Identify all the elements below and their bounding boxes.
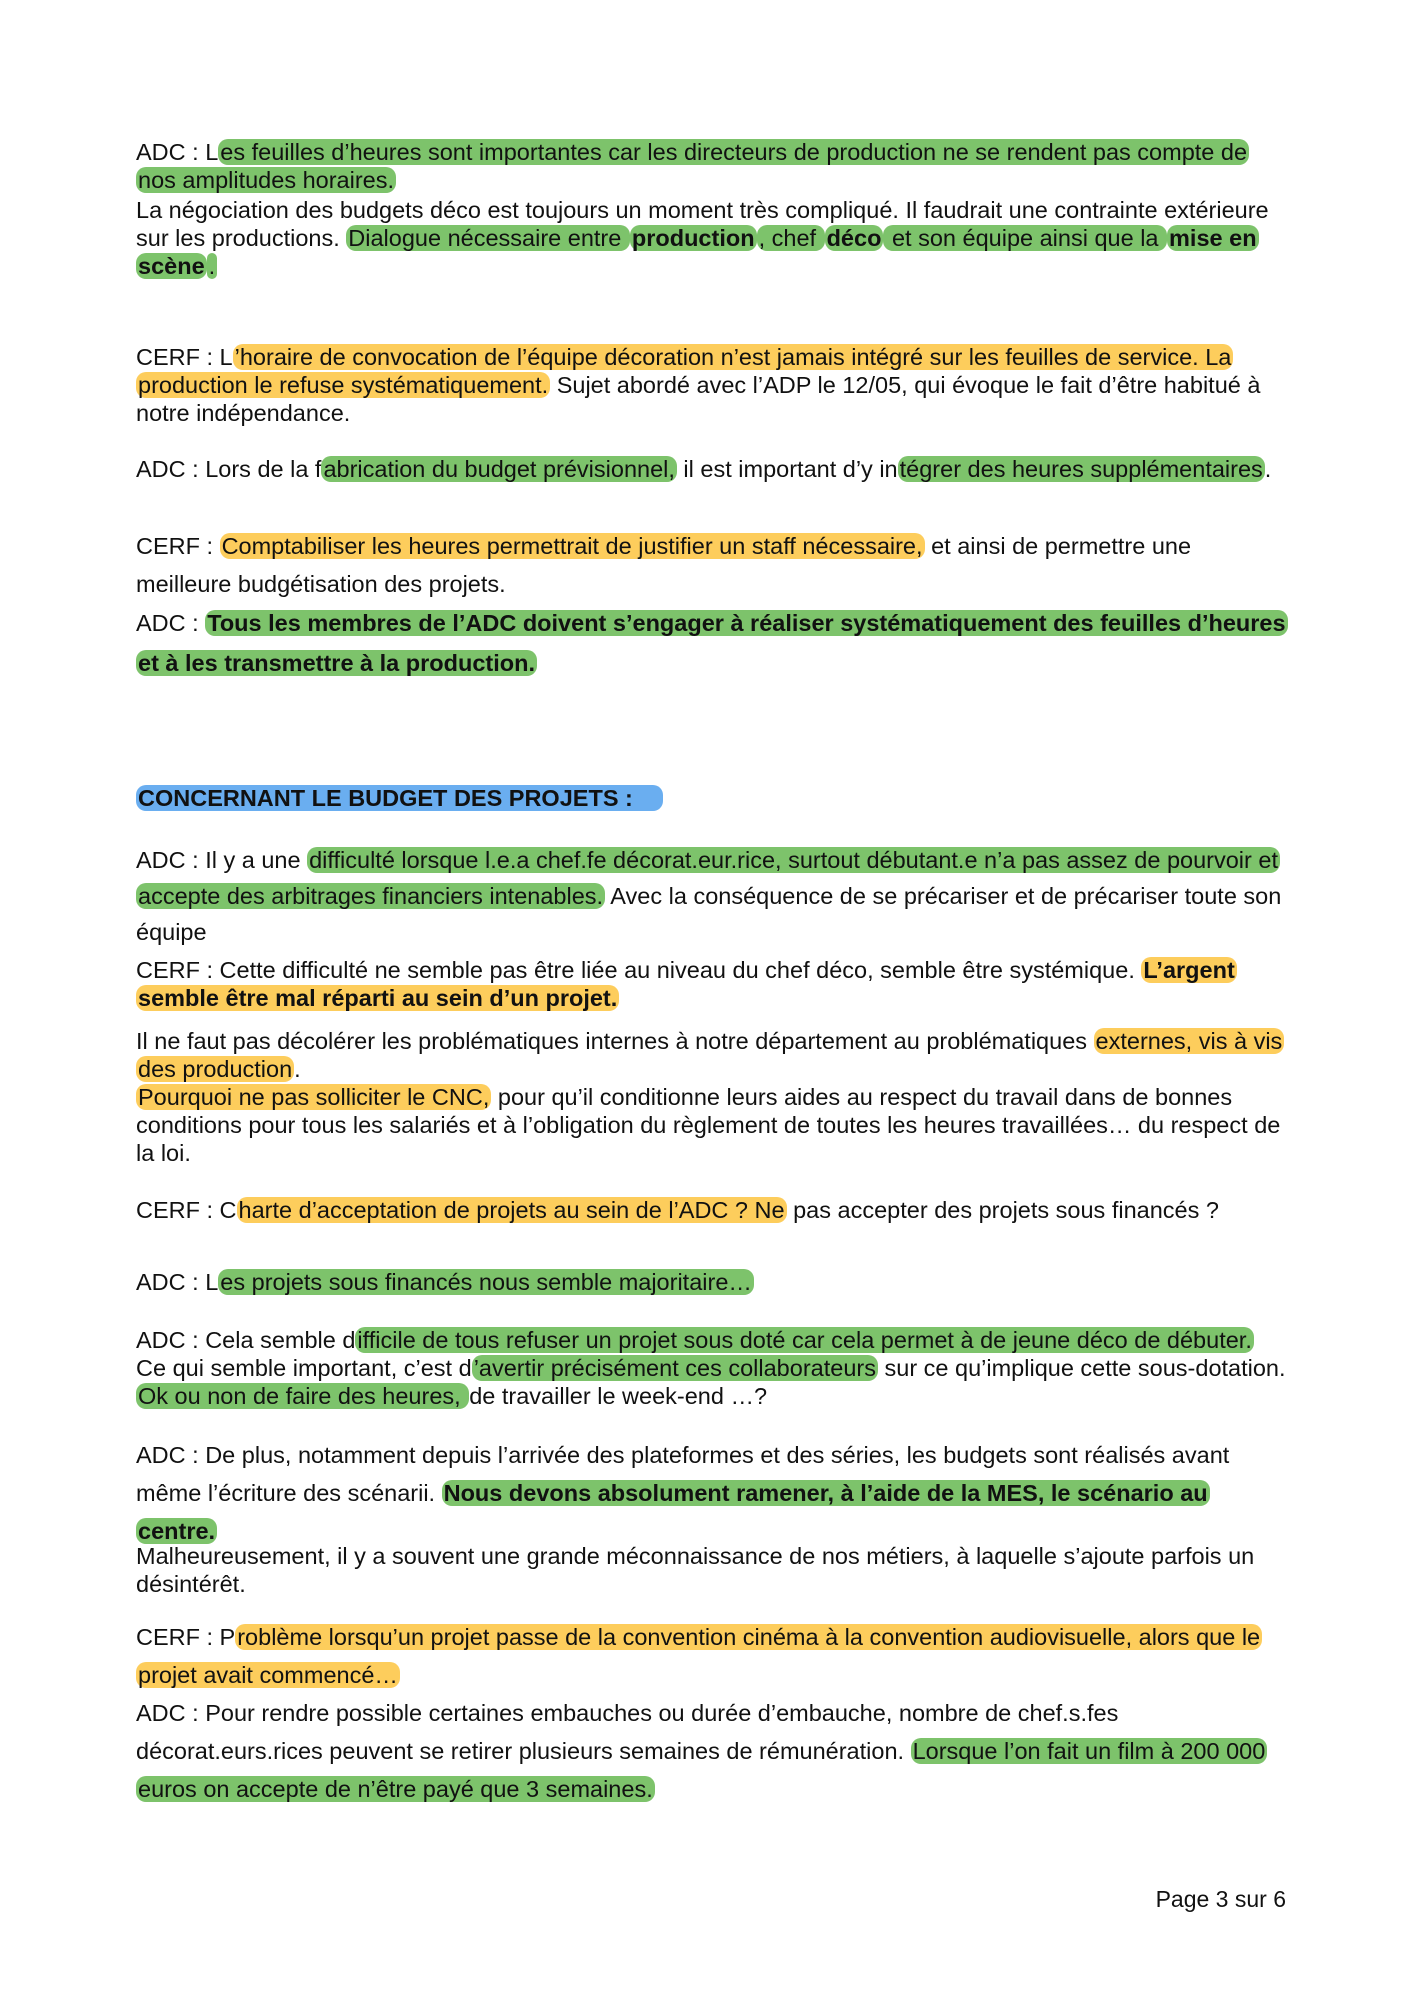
paragraph-cerf-systemic: [136, 956, 1286, 1012]
highlighted-text: Comptabiliser les heures permettrait de justifier un staff nécessaire,: [221, 533, 923, 559]
text-run: et ainsi de permettre une meilleure budgétisation des projets.: [136, 533, 1192, 597]
highlighted-text: difficulté lorsque l.e.a chef.fe décorat.eur.rice, surtout débutant.e n’a pas assez de pourvoir et accepte des arbitrages financiers intenables.: [138, 847, 1278, 909]
text-run: La négociation des budgets déco est toujours un moment très compliqué. Il faudrait une contrainte extérieure sur les productions.: [136, 197, 1269, 251]
paragraph-cnc: [136, 1083, 1286, 1167]
highlighted-text: harte d’acceptation de projets au sein de l’ADC ? Ne: [238, 1197, 785, 1223]
highlighted-text: Dialogue nécessaire entre: [348, 225, 628, 251]
highlighted-text: externes, vis à vis des production: [138, 1028, 1283, 1082]
highlighted-text: [630, 225, 757, 251]
text-run: CERF : L: [136, 344, 233, 370]
highlighted-text: ’avertir précisément ces collaborateurs: [473, 1355, 876, 1381]
page-number: Page 3 sur 6: [1155, 1886, 1286, 1912]
text-run: il est important d’y in: [676, 456, 898, 482]
paragraph-adc-platforms: [136, 1436, 1286, 1550]
paragraph-cerf-count-hours: [136, 527, 1286, 603]
text-run: ADC : Cela semble d: [136, 1327, 356, 1353]
highlighted-text: es projets sous financés nous semble majoritaire…: [220, 1269, 752, 1295]
highlighted-text: [136, 785, 663, 811]
bold-text: production: [631, 225, 755, 251]
bold-text: mise en scène: [138, 225, 1257, 279]
text-run: .: [1264, 456, 1272, 482]
paragraph-cerf-convention: [136, 1618, 1286, 1694]
text-run: .: [294, 1056, 301, 1082]
text-run: CERF : Cette difficulté ne semble pas être liée au niveau du chef déco, semble être systémique.: [136, 957, 1142, 983]
highlighted-text: [136, 610, 1288, 676]
highlighted-text: ’horaire de convocation de l’équipe décoration n’est jamais intégré sur les feuilles de service. La production le refuse systématiquement.: [138, 344, 1232, 398]
paragraph-adc-forecast-budget: [136, 450, 1286, 488]
paragraph-adc-difficulty: [136, 842, 1286, 950]
text-run: ADC :: [136, 610, 206, 636]
text-run: pas accepter des projets sous financés ?: [786, 1197, 1219, 1223]
text-run: CERF :: [136, 533, 220, 559]
text-run: ADC : L: [136, 139, 219, 165]
highlighted-text: roblème lorsqu’un projet passe de la convention cinéma à la convention audiovisuelle, alors que le projet avait commencé…: [138, 1624, 1261, 1688]
text-run: Il ne faut pas décolérer les problématiques internes à notre département au problématiques: [136, 1028, 1094, 1054]
text-run: de travailler le week-end …?: [469, 1383, 768, 1409]
text-run: pour qu’il conditionne leurs aides au respect du travail dans de bonnes conditions pour tous les salariés et à l’obligation du règlement de toutes les heures travaillées… du respect de la loi.: [136, 1084, 1281, 1166]
bold-text: L’argent semble être mal réparti au sein d’un projet.: [138, 957, 1235, 1011]
highlighted-text: Ok ou non de faire des heures,: [138, 1383, 468, 1409]
highlighted-text: .: [208, 253, 216, 279]
paragraph-budget-negotiation: [136, 196, 1286, 280]
highlighted-text: Lorsque l’on fait un film à 200 000 euros on accepte de n’être payé que 3 semaines.: [138, 1738, 1266, 1802]
paragraph-adc-remuneration: [136, 1694, 1286, 1808]
section-heading-budget: [136, 784, 1286, 812]
text-run: ADC : Lors de la f: [136, 456, 322, 482]
text-run: ADC : Pour rendre possible certaines embauches ou durée d’embauche, nombre de chef.s.fes décorat.eurs.rices peuvent se retirer plusieurs semaines de rémunération.: [136, 1700, 1119, 1764]
text-run: Sujet abordé avec l’ADP le 12/05, qui évoque le fait d’être habitué à notre indépendance.: [136, 372, 1261, 426]
bold-text: déco: [826, 225, 882, 251]
highlighted-text: , chef: [758, 225, 823, 251]
text-run: Malheureusement, il y a souvent une grande méconnaissance de nos métiers, à laquelle s’ajoute parfois un désintérêt.: [136, 1543, 1255, 1597]
highlighted-text: tégrer des heures supplémentaires: [899, 456, 1263, 482]
paragraph-adc-timesheets: [136, 138, 1286, 194]
highlighted-text: [825, 225, 884, 251]
bold-text: Nous devons absolument ramener, à l’aide de la MES, le scénario au centre.: [138, 1480, 1208, 1544]
paragraph-adc-hard-refuse: [136, 1326, 1286, 1410]
bold-text: CONCERNANT LE BUDGET DES PROJETS :: [138, 785, 633, 811]
highlighted-text: et son équipe ainsi que la: [885, 225, 1166, 251]
text-run: CERF : C: [136, 1197, 237, 1223]
paragraph-adc-underfunded: [136, 1268, 1286, 1296]
text-run: Ce qui semble important, c’est d: [136, 1355, 472, 1381]
highlighted-text: es feuilles d’heures sont importantes car les directeurs de production ne se rendent pas compte de nos amplitudes horaires.: [138, 139, 1248, 193]
paragraph-cerf-convocation: [136, 343, 1286, 427]
highlighted-text: Pourquoi ne pas solliciter le CNC,: [138, 1084, 490, 1110]
paragraph-misunderstanding: [136, 1542, 1286, 1598]
paragraph-internal-external: [136, 1027, 1286, 1083]
text-run: ADC : De plus, notamment depuis l’arrivée des plateformes et des séries, les budgets sont réalisés avant même l’écriture des scénarii.: [136, 1442, 1230, 1506]
text-run: CERF : P: [136, 1624, 236, 1650]
bold-text: Tous les membres de l’ADC doivent s’engager à réaliser systématiquement des feuilles d’heures et à les transmettre à la production.: [138, 610, 1286, 676]
highlighted-text: ifficile de tous refuser un projet sous doté car cela permet à de jeune déco de débuter.: [357, 1327, 1252, 1353]
paragraph-adc-commitment: [136, 603, 1286, 683]
text-run: Avec la conséquence de se précariser et de précariser toute son équipe: [136, 883, 1282, 945]
paragraph-cerf-charter: [136, 1191, 1286, 1229]
highlighted-text: abrication du budget prévisionnel,: [323, 456, 675, 482]
text-run: ADC : L: [136, 1269, 219, 1295]
text-run: sur ce qu’implique cette sous-dotation.: [877, 1355, 1286, 1381]
text-run: ADC : Il y a une: [136, 847, 308, 873]
